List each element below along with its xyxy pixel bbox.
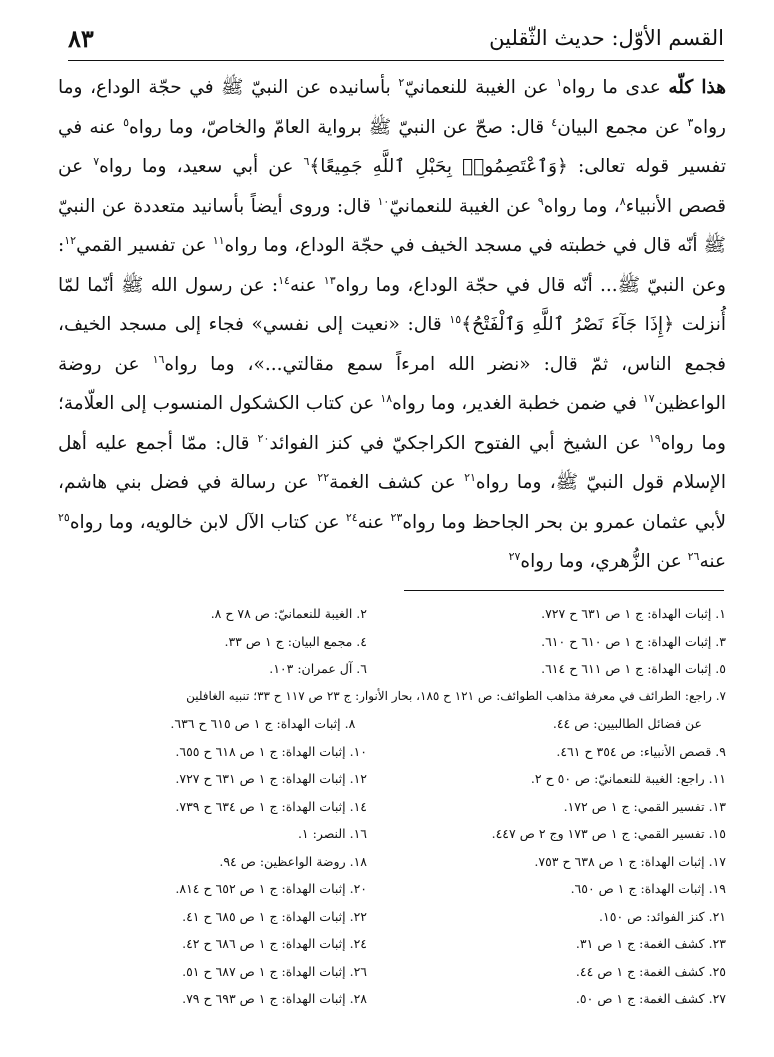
footnote-marker[interactable]: ١٤ bbox=[278, 273, 290, 287]
text-run: عنه bbox=[357, 511, 391, 533]
footnote-marker[interactable]: ١٩ bbox=[648, 431, 661, 445]
footnote-row bbox=[40, 875, 726, 903]
footnote-marker[interactable]: ١٨ bbox=[380, 391, 393, 405]
text-run: عن الزُّهري، وما رواه bbox=[520, 551, 688, 572]
text-run: عن الغيبة للنعمانيّ bbox=[389, 195, 538, 217]
footnote-marker[interactable]: ٢٣ bbox=[390, 510, 403, 524]
footnote-marker[interactable]: ٨ bbox=[619, 194, 626, 208]
footnote-row bbox=[40, 765, 726, 793]
footnote-row bbox=[40, 710, 726, 738]
text-run: قال: «نعيت إلى نفسي» فجاء إلى مسجد الخيف، فجمع الناس، ثمّ قال: «نضر الله امرءاً سمع مقالتي...»، وما رواه bbox=[58, 314, 726, 375]
footnote: ٢٨. إثبات الهداة: ج ١ ص ٦٩٣ ح ٧٩. bbox=[182, 991, 367, 1007]
running-title: القسم الأوّل: حديث الثّقلين bbox=[489, 26, 724, 50]
footnote: ٨. إثبات الهداة: ج ١ ص ٦١٥ ح ٦٣٦. bbox=[170, 716, 356, 732]
text-run: عدى ما رواه bbox=[562, 77, 661, 98]
text-run: عن مجمع البيان bbox=[557, 116, 688, 138]
footnote-row bbox=[40, 930, 726, 958]
footnote-marker[interactable]: ٢٦ bbox=[687, 549, 700, 563]
text-run: عن أبي سعيد، وما رواه bbox=[99, 156, 304, 177]
footnote-marker[interactable]: ٢٢ bbox=[317, 470, 330, 484]
text-run: عن الغيبة للنعمانيّ bbox=[404, 77, 557, 98]
footnote-7: ٧. راجع: الطرائف في معرفة مذاهب الطوائف: ص ١٢١ ح ١٨٥، بحار الأنوار: ج ٢٣ ص ١١٧ ح ٣٣؛ تنبيه الغافلين bbox=[186, 688, 726, 703]
text-run: عن كتاب الكشكول المنسوب إلى العلّامة؛ وما رواه bbox=[58, 393, 726, 454]
footnote: ٢٦. إثبات الهداة: ج ١ ص ٦٨٧ ح ٥١. bbox=[182, 963, 367, 979]
footnote-marker[interactable]: ٧ bbox=[93, 154, 100, 168]
footnote: ٢٣. كشف الغمة: ج ١ ص ٣١. bbox=[575, 936, 726, 952]
text-run: : وعن النبيّ ﷺ... أنّه قال في حجّة الوداع، وما رواه bbox=[58, 235, 726, 296]
text-run: عن روضة الواعظين bbox=[58, 353, 726, 414]
text-run: عنه bbox=[699, 551, 726, 572]
footnote: ١٦. النصر: ١. bbox=[297, 826, 367, 842]
footnote: ٢١. كنز الفوائد: ص ١٥٠. bbox=[599, 908, 726, 924]
footnote: ١٥. تفسير القمي: ج ١ ص ١٧٣ وج ٢ ص ٤٤٧. bbox=[491, 826, 726, 842]
footnote: ١٨. روضة الواعظين: ص ٩٤. bbox=[219, 853, 367, 869]
footnote: ١٤. إثبات الهداة: ج ١ ص ٦٣٤ ح ٧٣٩. bbox=[175, 798, 367, 814]
footnote-row bbox=[40, 848, 726, 876]
footnote: ٢٠. إثبات الهداة: ج ١ ص ٦٥٢ ح ٨١٤. bbox=[175, 881, 367, 897]
footnote-marker[interactable]: ٣ bbox=[687, 115, 694, 129]
footnote-row bbox=[40, 958, 726, 986]
footnote: ٢٧. كشف الغمة: ج ١ ص ٥٠. bbox=[575, 991, 726, 1007]
text-run: عن كشف الغمة bbox=[329, 472, 465, 493]
paragraph-lead: هذا كلّه bbox=[668, 77, 726, 98]
text-run: عن الشيخ أبي الفتوح الكراجكيّ في كنز الفوائد bbox=[269, 432, 649, 454]
footnote-marker[interactable]: ١١ bbox=[212, 233, 225, 247]
footnote-row bbox=[40, 738, 726, 766]
footnote: ٣. إثبات الهداة: ج ١ ص ٦١٠ ح ٦١٠. bbox=[541, 633, 726, 649]
text-run: عن تفسير القمي bbox=[76, 235, 213, 256]
footnote: ١٣. تفسير القمي: ج ١ ص ١٧٢. bbox=[563, 798, 726, 814]
text-run: عنه في تفسير قوله تعالى: ﴿وَٱعْتَصِمُوا۟ بِحَبْلِ ٱللَّهِ جَمِيعًا﴾ bbox=[58, 116, 726, 177]
footnote: ٤. مجمع البيان: ج ١ ص ٣٣. bbox=[224, 633, 367, 649]
footnote: ١٠. إثبات الهداة: ج ١ ص ٦١٨ ح ٦٥٥. bbox=[175, 743, 367, 759]
footnote-row bbox=[40, 655, 726, 683]
footnote-marker[interactable]: ١٦ bbox=[152, 352, 165, 366]
footnote-marker[interactable]: ١ bbox=[556, 75, 563, 89]
footnote: ١١. راجع: الغيبة للنعمانيّ: ص ٥٠ ح ٢. bbox=[530, 771, 726, 787]
footnote-marker[interactable]: ٢٥ bbox=[58, 510, 70, 524]
footnote-marker[interactable]: ١٢ bbox=[64, 233, 77, 247]
page-number: ٨٣ bbox=[68, 24, 94, 53]
text-run: قال: وروى أيضاً بأسانيد متعددة عن النبيّ ﷺ أنّه قال في خطبته في مسجد الخيف في حجّة الوداع، وما رواه bbox=[58, 195, 726, 256]
footnote-marker[interactable]: ٢١ bbox=[464, 470, 476, 484]
footnote-marker[interactable]: ٢ bbox=[398, 75, 405, 89]
paragraph-body bbox=[58, 77, 726, 572]
footnote: ٢٢. إثبات الهداة: ج ١ ص ٦٨٥ ح ٤١. bbox=[182, 908, 367, 924]
text-run: بأسانيده عن النبيّ ﷺ في حجّة الوداع، وما رواه bbox=[58, 77, 726, 138]
footnote: ٦. آل عمران: ١٠٣. bbox=[269, 661, 367, 677]
footnote-marker[interactable]: ٦ bbox=[303, 154, 310, 168]
footnote-marker[interactable]: ١٧ bbox=[642, 391, 655, 405]
footnote-marker[interactable]: ٤ bbox=[551, 115, 558, 129]
footnote: ٢٥. كشف الغمة: ج ١ ص ٤٤. bbox=[575, 963, 726, 979]
footnote-row bbox=[40, 903, 726, 931]
footnote-row bbox=[40, 985, 726, 1013]
text-run: في ضمن خطبة الغدير، وما رواه bbox=[392, 393, 643, 414]
text-run: ، وما رواه bbox=[543, 195, 620, 217]
footnote: ١٢. إثبات الهداة: ج ١ ص ٦٣١ ح ٧٢٧. bbox=[175, 771, 367, 787]
footnote: ٢. الغيبة للنعمانيّ: ص ٧٨ ح ٨. bbox=[210, 606, 367, 622]
footnote-rule bbox=[404, 590, 724, 591]
footnote-marker[interactable]: ١٣ bbox=[323, 273, 336, 287]
footnote-marker[interactable]: ١٥ bbox=[449, 312, 462, 326]
footnotes bbox=[40, 600, 726, 1013]
footnote-row bbox=[40, 820, 726, 848]
footnote: ٩. قصص الأنبياء: ص ٣٥٤ ح ٤٦١. bbox=[556, 743, 726, 759]
footnote: ٥. إثبات الهداة: ج ١ ص ٦١١ ح ٦١٤. bbox=[541, 661, 726, 677]
footnote: ١٩. إثبات الهداة: ج ١ ص ٦٥٠. bbox=[570, 881, 726, 897]
footnote-marker[interactable]: ٢٧ bbox=[508, 549, 521, 563]
footnote-row bbox=[40, 600, 726, 628]
text-run: عن رسالة في فضل بني هاشم، لأبي عثمان عمرو بن بحر الجاحظ وما رواه bbox=[58, 472, 726, 533]
text-run: عن كتاب الآل لابن خالويه، وما رواه bbox=[69, 511, 346, 533]
text-run: عن قصص الأنبياء bbox=[58, 156, 726, 217]
header-rule bbox=[68, 60, 724, 61]
text-run: : عن رسول الله ﷺ أنّما لمّا أُنزلت ﴿إِذَا جَآءَ نَصْرُ ٱللَّهِ وَٱلْفَتْحُ﴾ bbox=[58, 274, 727, 335]
page-header bbox=[68, 26, 724, 56]
footnote-row bbox=[40, 628, 726, 656]
footnote: ٢٤. إثبات الهداة: ج ١ ص ٦٨٦ ح ٤٢. bbox=[182, 936, 367, 952]
footnote-marker[interactable]: ٥ bbox=[123, 115, 130, 129]
footnote: ١٧. إثبات الهداة: ج ١ ص ٦٣٨ ح ٧٥٣. bbox=[534, 853, 726, 869]
footnote: ١. إثبات الهداة: ج ١ ص ٦٣١ ح ٧٢٧. bbox=[541, 606, 726, 622]
main-paragraph bbox=[58, 68, 726, 582]
footnote-marker[interactable]: ٢٠ bbox=[257, 431, 270, 445]
footnote-row bbox=[40, 793, 726, 821]
footnote-marker[interactable]: ٩ bbox=[537, 194, 544, 208]
text-run: عنه bbox=[289, 274, 324, 296]
footnote-marker[interactable]: ٢٤ bbox=[345, 510, 358, 524]
footnote-7-continued: عن فضائل الطالبيين: ص ٤٤. bbox=[552, 716, 702, 732]
footnote-marker[interactable]: ١٠ bbox=[377, 194, 390, 208]
text-run: قال: صحّ عن النبيّ ﷺ برواية العامّ والخاصّ، وما رواه bbox=[129, 116, 552, 138]
text-run: قال: ممّا أجمع عليه أهل الإسلام قول النبيّ ﷺ، وما رواه bbox=[58, 432, 726, 493]
